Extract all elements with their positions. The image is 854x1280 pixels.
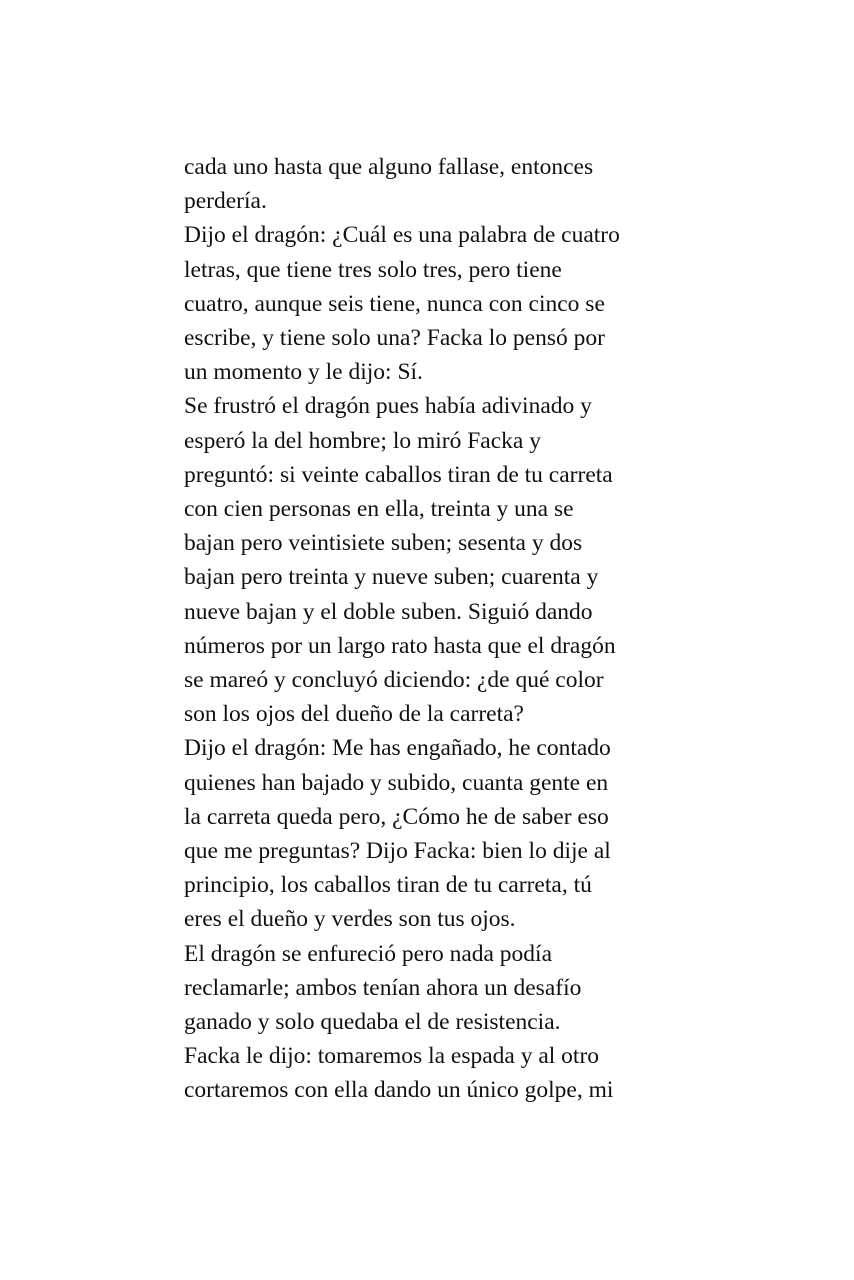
text-line: son los ojos del dueño de la carreta? <box>184 701 524 728</box>
text-line: quienes han bajado y subido, cuanta gente en <box>184 769 609 796</box>
text-line: letras, que tiene tres solo tres, pero tiene <box>184 256 562 283</box>
text-line: con cien personas en ella, treinta y una se <box>184 496 574 523</box>
text-line: cada uno hasta que alguno fallase, entonces <box>184 154 594 180</box>
text-line: perdería. <box>184 188 267 215</box>
text-line: la carreta queda pero, ¿Cómo he de saber eso <box>184 803 609 830</box>
text-line: escribe, y tiene solo una? Facka lo pensó por <box>184 325 605 352</box>
text-line: se mareó y concluyó diciendo: ¿de qué color <box>184 667 604 694</box>
text-line: Dijo el dragón: Me has engañado, he contado <box>184 735 611 762</box>
text-line: bajan pero veintisiete suben; sesenta y dos <box>184 530 583 557</box>
text-line: Dijo el dragón: ¿Cuál es una palabra de cuatro <box>184 222 620 249</box>
text-line: principio, los caballos tiran de tu carreta, tú <box>184 872 592 899</box>
text-line: que me preguntas? Dijo Facka: bien lo dije al <box>184 838 611 865</box>
text-line: Se frustró el dragón pues había adivinado y <box>184 393 592 420</box>
text-line: preguntó: si veinte caballos tiran de tu carreta <box>184 461 613 488</box>
text-line: esperó la del hombre; lo miró Facka y <box>184 427 541 454</box>
text-line: El dragón se enfureció pero nada podía <box>184 940 553 967</box>
text-line: cortaremos con ella dando un único golpe, mi <box>184 1077 614 1104</box>
text-line: reclamarle; ambos tenían ahora un desafío <box>184 974 582 1001</box>
text-line: un momento y le dijo: Sí. <box>184 359 423 386</box>
text-line: nueve bajan y el doble suben. Siguió dando <box>184 598 593 625</box>
text-line: eres el dueño y verdes son tus ojos. <box>184 906 516 933</box>
text-line: números por un largo rato hasta que el dragón <box>184 632 616 659</box>
text-line: ganado y solo quedaba el de resistencia. <box>184 1009 561 1036</box>
text-line: bajan pero treinta y nueve suben; cuarenta y <box>184 564 599 591</box>
text-line: Facka le dijo: tomaremos la espada y al otro <box>184 1043 600 1070</box>
text-line: cuatro, aunque seis tiene, nunca con cinco se <box>184 290 605 317</box>
body-text <box>184 150 674 1108</box>
